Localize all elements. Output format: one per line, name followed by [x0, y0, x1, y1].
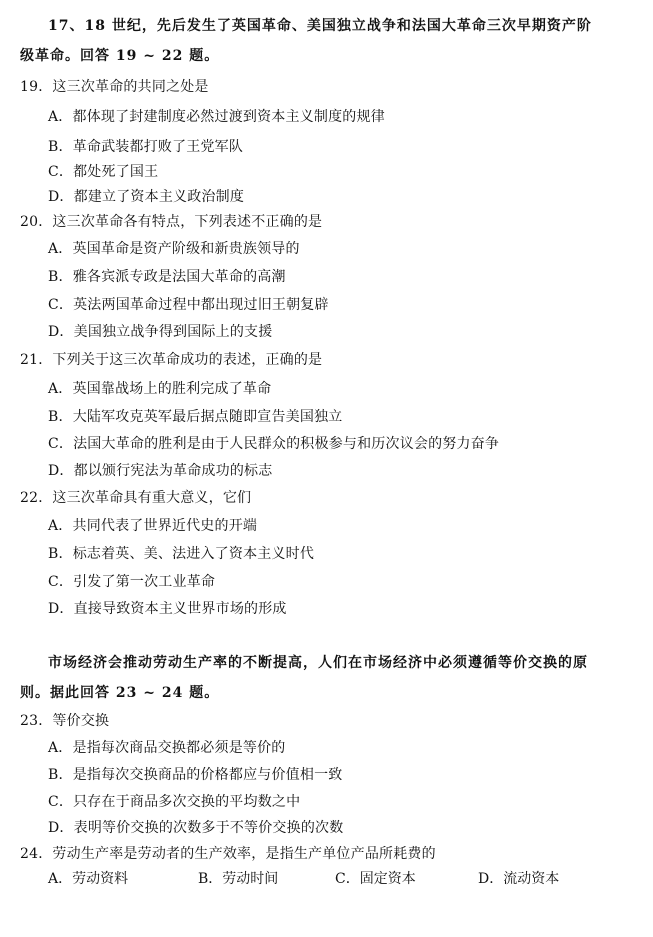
answer-option: D．美国独立战争得到国际上的支援	[48, 324, 273, 340]
passage-intro-line: 市场经济会推动劳动生产率的不断提高，人们在市场经济中必须遵循等价交换的原	[48, 655, 588, 671]
answer-option: A．劳动资料	[48, 871, 129, 887]
passage-intro-line: 则。据此回答 23 ~ 24 题。	[20, 685, 220, 701]
answer-option: C．都处死了国王	[48, 164, 159, 180]
answer-option: C．英法两国革命过程中都出现过旧王朝复辟	[48, 297, 329, 313]
passage-intro-line: 级革命。回答 19 ~ 22 题。	[20, 48, 220, 64]
answer-option: D．都以颁行宪法为革命成功的标志	[48, 463, 273, 479]
answer-option: A．共同代表了世界近代史的开端	[48, 518, 258, 534]
question-stem: 20．这三次革命各有特点，下列表述不正确的是	[20, 214, 323, 230]
answer-option: B．大陆军攻克英军最后据点随即宣告美国独立	[48, 409, 343, 425]
question-stem: 21．下列关于这三次革命成功的表述，正确的是	[20, 352, 323, 368]
answer-option: A．英国革命是资产阶级和新贵族领导的	[48, 241, 300, 257]
answer-option: C．法国大革命的胜利是由于人民群众的积极参与和历次议会的努力奋争	[48, 436, 500, 452]
question-stem: 23．等价交换	[20, 713, 110, 729]
answer-option: A．英国靠战场上的胜利完成了革命	[48, 381, 272, 397]
question-stem: 22．这三次革命具有重大意义，它们	[20, 490, 252, 506]
passage-intro-line: 17、18 世纪，先后发生了英国革命、美国独立战争和法国大革命三次早期资产阶	[48, 18, 592, 34]
answer-option: B．革命武装都打败了王党军队	[48, 139, 244, 155]
answer-option: D．直接导致资本主义世界市场的形成	[48, 601, 287, 617]
answer-option: B．雅各宾派专政是法国大革命的高潮	[48, 269, 286, 285]
answer-option: C．固定资本	[335, 871, 416, 887]
answer-option: B．标志着英、美、法进入了资本主义时代	[48, 546, 315, 562]
answer-option: D．流动资本	[478, 871, 560, 887]
question-stem: 24．劳动生产率是劳动者的生产效率，是指生产单位产品所耗费的	[20, 846, 436, 862]
answer-option: A．都体现了封建制度必然过渡到资本主义制度的规律	[48, 109, 385, 125]
question-stem: 19．这三次革命的共同之处是	[20, 79, 209, 95]
answer-option: D．都建立了资本主义政治制度	[48, 189, 245, 205]
answer-option: B．是指每次交换商品的价格都应与价值相一致	[48, 767, 343, 783]
inline-answer-options	[48, 870, 608, 888]
answer-option: B．劳动时间	[198, 871, 279, 887]
answer-option: D．表明等价交换的次数多于不等价交换的次数	[48, 820, 344, 836]
answer-option: C．只存在于商品多次交换的平均数之中	[48, 794, 301, 810]
answer-option: C．引发了第一次工业革命	[48, 574, 216, 590]
answer-option: A．是指每次商品交换都必须是等价的	[48, 740, 286, 756]
